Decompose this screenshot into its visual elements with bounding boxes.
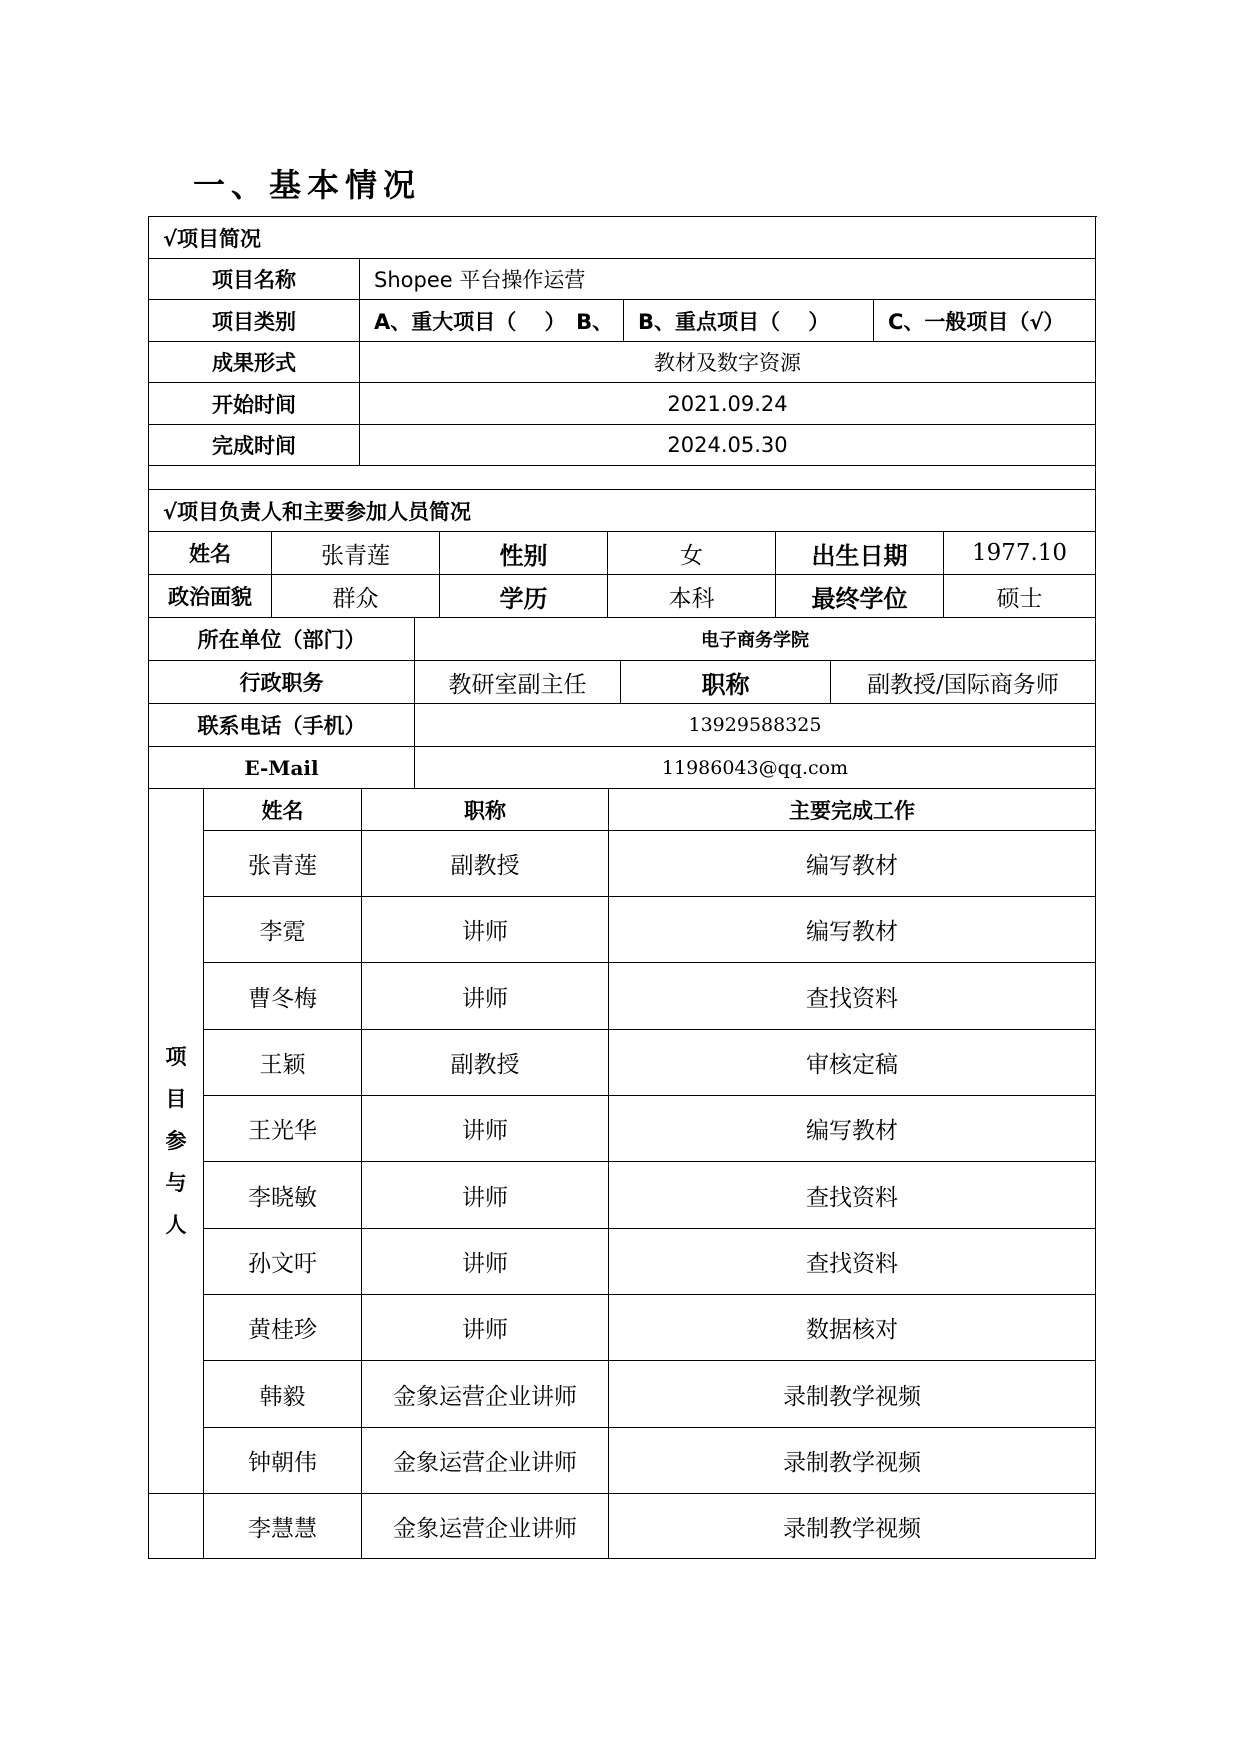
admin-position-value: 教研室副主任 — [415, 661, 621, 704]
side-char: 人 — [165, 1213, 187, 1237]
participant-title: 讲师 — [362, 963, 609, 1030]
project-name-label: 项目名称 — [149, 259, 360, 300]
participant-name: 李霓 — [204, 897, 362, 963]
admin-position-label: 行政职务 — [149, 661, 415, 704]
participants-side-label — [149, 789, 204, 1494]
participant-work: 查找资料 — [609, 1229, 1096, 1295]
participant-header-title: 职称 — [362, 789, 609, 831]
participant-work: 数据核对 — [609, 1295, 1096, 1361]
participant-name: 黄桂珍 — [204, 1295, 362, 1361]
outcome-value: 教材及数字资源 — [360, 342, 1096, 383]
participant-name: 王光华 — [204, 1096, 362, 1162]
section-personnel-title: √项目负责人和主要参加人员简况 — [149, 490, 1096, 532]
participant-title: 讲师 — [362, 1096, 609, 1162]
participant-work: 编写教材 — [609, 1096, 1096, 1162]
education-value: 本科 — [608, 575, 776, 618]
side-char: 与 — [165, 1171, 187, 1195]
section-project-overview-title: √项目简况 — [149, 217, 1096, 259]
category-option-c: C、一般项目（√） — [874, 300, 1096, 342]
start-date-label: 开始时间 — [149, 383, 360, 425]
unit-value: 电子商务学院 — [415, 618, 1096, 661]
page-heading: 一、基本情况 — [193, 166, 422, 204]
participant-work: 编写教材 — [609, 831, 1096, 897]
email-value: 11986043@qq.com — [415, 747, 1096, 789]
end-date-value: 2024.05.30 — [360, 425, 1096, 466]
participant-title: 金象运营企业讲师 — [362, 1361, 609, 1428]
degree-value: 硕士 — [944, 575, 1096, 618]
participant-work: 录制教学视频 — [609, 1494, 1096, 1559]
birth-date-value: 1977.10 — [944, 532, 1096, 575]
participant-work: 录制教学视频 — [609, 1428, 1096, 1494]
participant-work: 查找资料 — [609, 963, 1096, 1030]
participant-title: 讲师 — [362, 1229, 609, 1295]
leader-name-label: 姓名 — [149, 532, 272, 575]
participant-title: 副教授 — [362, 831, 609, 897]
category-option-b: B、重点项目（ ） — [624, 300, 874, 342]
professional-title-label: 职称 — [621, 661, 831, 704]
participant-name: 张青莲 — [204, 831, 362, 897]
gender-value: 女 — [608, 532, 776, 575]
professional-title-value: 副教授/国际商务师 — [831, 661, 1096, 704]
participant-header-name: 姓名 — [204, 789, 362, 831]
side-char: 项 — [165, 1045, 187, 1069]
participant-name: 孙文吁 — [204, 1229, 362, 1295]
participant-work: 查找资料 — [609, 1162, 1096, 1229]
participant-title: 副教授 — [362, 1030, 609, 1096]
participant-work: 审核定稿 — [609, 1030, 1096, 1096]
spacer-row — [149, 466, 1096, 490]
leader-name-value: 张青莲 — [272, 532, 440, 575]
outcome-label: 成果形式 — [149, 342, 360, 383]
phone-value: 13929588325 — [415, 704, 1096, 747]
education-label: 学历 — [440, 575, 608, 618]
project-category-label: 项目类别 — [149, 300, 360, 342]
phone-label: 联系电话（手机） — [149, 704, 415, 747]
start-date-value: 2021.09.24 — [360, 383, 1096, 425]
participant-name: 钟朝伟 — [204, 1428, 362, 1494]
participant-name: 韩毅 — [204, 1361, 362, 1428]
participants-side-blank — [149, 1494, 204, 1559]
side-char: 参 — [165, 1129, 187, 1153]
political-status-label: 政治面貌 — [149, 575, 272, 618]
email-label: E-Mail — [149, 747, 415, 789]
side-char: 目 — [165, 1087, 187, 1111]
participant-title: 金象运营企业讲师 — [362, 1494, 609, 1559]
participant-work: 录制教学视频 — [609, 1361, 1096, 1428]
participant-name: 李慧慧 — [204, 1494, 362, 1559]
participant-title: 讲师 — [362, 897, 609, 963]
project-name-value: Shopee 平台操作运营 — [360, 259, 1096, 300]
category-option-a: A、重大项目（ ） B、 — [360, 300, 624, 342]
unit-label: 所在单位（部门） — [149, 618, 415, 661]
degree-label: 最终学位 — [776, 575, 944, 618]
participant-title: 讲师 — [362, 1295, 609, 1361]
participant-name: 曹冬梅 — [204, 963, 362, 1030]
birth-date-label: 出生日期 — [776, 532, 944, 575]
participant-work: 编写教材 — [609, 897, 1096, 963]
participant-title: 金象运营企业讲师 — [362, 1428, 609, 1494]
basic-info-table — [148, 216, 1097, 1559]
participant-name: 李晓敏 — [204, 1162, 362, 1229]
participant-title: 讲师 — [362, 1162, 609, 1229]
gender-label: 性别 — [440, 532, 608, 575]
political-status-value: 群众 — [272, 575, 440, 618]
participant-name: 王颖 — [204, 1030, 362, 1096]
end-date-label: 完成时间 — [149, 425, 360, 466]
participant-header-work: 主要完成工作 — [609, 789, 1096, 831]
